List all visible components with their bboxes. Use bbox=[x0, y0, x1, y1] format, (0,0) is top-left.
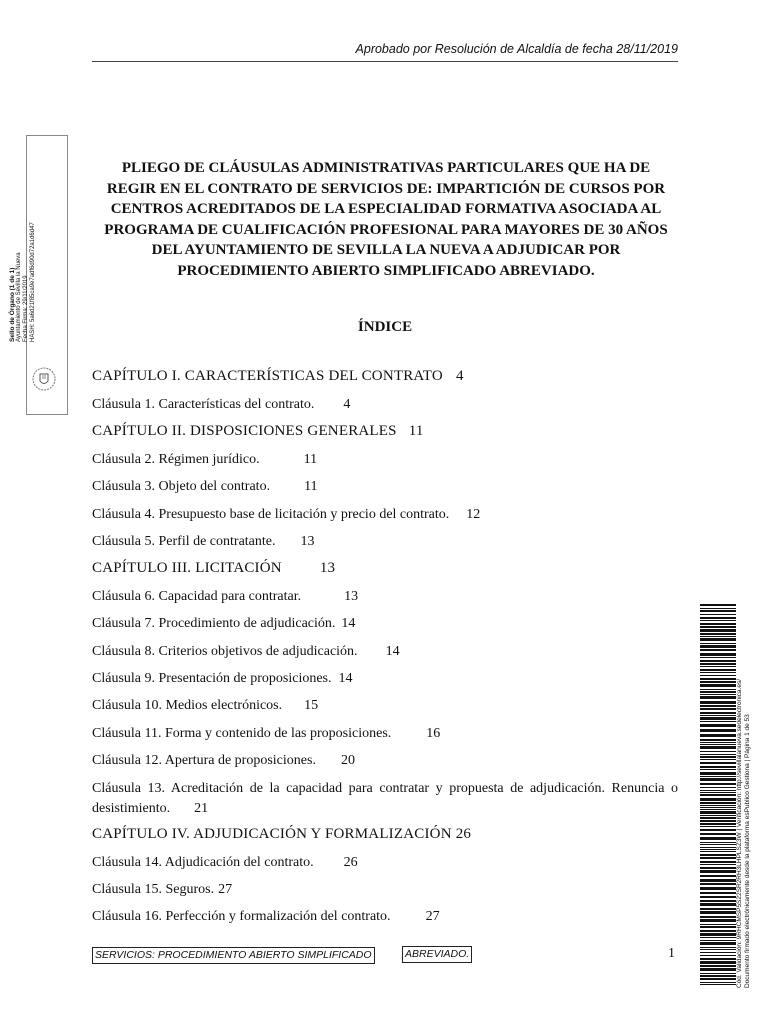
title-line: DEL AYUNTAMIENTO DE SEVILLA LA NUEVA A ADJUDICAR POR bbox=[151, 242, 621, 258]
toc-entry-page: 27 bbox=[218, 882, 233, 897]
toc-entry bbox=[92, 368, 464, 385]
toc-entry bbox=[92, 397, 350, 413]
toc-entry bbox=[92, 589, 358, 605]
toc-entry-page: 11 bbox=[304, 479, 318, 494]
toc-entry bbox=[92, 452, 317, 468]
toc-entry-page: 13 bbox=[300, 534, 315, 549]
footer-label-part1: SERVICIOS: PROCEDIMIENTO ABIERTO SIMPLIFICADO bbox=[95, 949, 372, 961]
toc-entry-text: Cláusula 4. Presupuesto base de licitación y precio del contrato. bbox=[92, 507, 450, 522]
toc-entry bbox=[92, 855, 358, 871]
toc-entry bbox=[92, 616, 355, 632]
toc-entry bbox=[92, 644, 400, 660]
title-line: PLIEGO DE CLÁUSULAS ADMINISTRATIVAS PARTICULARES QUE HA DE bbox=[121, 160, 651, 176]
toc-entry-text: Cláusula 16. Perfección y formalización del contrato. bbox=[92, 909, 391, 924]
barcode-icon bbox=[700, 604, 736, 986]
toc-entry-page: 16 bbox=[426, 726, 441, 741]
toc-entry-page: 14 bbox=[385, 644, 400, 659]
verification-text bbox=[736, 679, 752, 988]
toc-entry-text: Cláusula 13. Acreditación de la capacidad para contratar y propuesta de adjudicación. Renuncia o desistimiento. bbox=[92, 781, 678, 816]
toc-entry-text: Cláusula 7. Procedimiento de adjudicación. bbox=[92, 616, 336, 631]
toc-entry-page: 21 bbox=[194, 801, 209, 816]
page-number: 1 bbox=[668, 946, 675, 961]
seal-line-2: Fecha Firma: 29/11/2019 bbox=[23, 275, 29, 342]
footer-label-box bbox=[92, 947, 375, 964]
toc-entry-text: Cláusula 8. Criterios objetivos de adjudicación. bbox=[92, 644, 358, 659]
toc-entry-page: 20 bbox=[340, 753, 355, 768]
toc-entry-text: CAPÍTULO III. LICITACIÓN bbox=[92, 560, 282, 576]
toc-entry-page: 26 bbox=[455, 826, 472, 842]
toc-entry bbox=[92, 726, 440, 742]
toc-entry-page: 14 bbox=[341, 616, 356, 631]
toc-entry-page: 12 bbox=[466, 507, 481, 522]
toc-entry bbox=[92, 560, 335, 577]
toc-entry bbox=[92, 479, 318, 495]
toc-entry-text: Cláusula 12. Apertura de proposiciones. bbox=[92, 753, 316, 768]
toc-entry bbox=[92, 779, 678, 819]
toc-entry-text: Cláusula 6. Capacidad para contratar. bbox=[92, 589, 302, 604]
title-line: REGIR EN EL CONTRATO DE SERVICIOS DE: IMPARTICIÓN DE CURSOS POR bbox=[106, 180, 666, 197]
toc-entry-page: 13 bbox=[319, 560, 336, 576]
index-heading: ÍNDICE bbox=[357, 319, 413, 335]
document-title bbox=[88, 158, 684, 281]
toc-entry-page: 15 bbox=[304, 698, 319, 713]
toc-entry-page: 4 bbox=[343, 397, 351, 412]
toc-entry-page: 13 bbox=[344, 589, 359, 604]
toc-entry-text: Cláusula 5. Perfil de contratante. bbox=[92, 534, 276, 549]
toc-entry-page: 11 bbox=[408, 423, 424, 439]
approval-header bbox=[92, 42, 678, 62]
toc-entry-text: CAPÍTULO I. CARACTERÍSTICAS DEL CONTRATO bbox=[92, 368, 443, 384]
approval-text: Aprobado por Resolución de Alcaldía de fecha 28/11/2019 bbox=[355, 42, 678, 56]
toc-entry bbox=[92, 909, 440, 925]
toc-entry-text: Cláusula 9. Presentación de proposiciones. bbox=[92, 671, 332, 686]
toc-entry-text: Cláusula 2. Régimen jurídico. bbox=[92, 452, 260, 467]
toc-entry-page: 26 bbox=[343, 855, 358, 870]
toc-entry bbox=[92, 671, 353, 687]
toc-entry bbox=[92, 534, 315, 550]
verification-line-2: Documento firmado electrónicamente desde la plataforma esPublico Gestiona | Página 1 de 53 bbox=[744, 714, 751, 988]
toc-entry bbox=[92, 423, 424, 440]
toc-entry-text: Cláusula 1. Características del contrato. bbox=[92, 397, 315, 412]
toc-entry-text: CAPÍTULO IV. ADJUDICACIÓN Y FORMALIZACIÓN bbox=[92, 826, 452, 842]
seal-line-1: Ayuntamiento de Sevilla la Nueva bbox=[16, 252, 22, 342]
toc-entry bbox=[92, 698, 318, 714]
toc-entry-text: Cláusula 10. Medios electrónicos. bbox=[92, 698, 283, 713]
toc-entry-text: Cláusula 3. Objeto del contrato. bbox=[92, 479, 271, 494]
verification-line-1: Cód. Validación: 9RHCMSP5S22SR2RH3LHPLSZ3W | Verificación: http://sevillalanueva.sedelectronica.es/ bbox=[736, 678, 743, 988]
toc-entry bbox=[92, 826, 471, 843]
seal-text-block bbox=[9, 222, 37, 342]
toc-entry bbox=[92, 882, 232, 898]
toc-entry-text: Cláusula 15. Seguros. bbox=[92, 882, 215, 897]
toc-entry-text: Cláusula 14. Adjudicación del contrato. bbox=[92, 855, 314, 870]
footer-label-box-2: ABREVIADO. bbox=[402, 946, 472, 963]
toc-entry-page: 27 bbox=[425, 909, 440, 924]
coat-of-arms-icon bbox=[31, 366, 57, 392]
title-line: PROGRAMA DE CUALIFICACIÓN PROFESIONAL PARA MAYORES DE 30 AÑOS bbox=[104, 221, 668, 238]
toc-entry-text: Cláusula 11. Forma y contenido de las proposiciones. bbox=[92, 726, 392, 741]
toc-entry bbox=[92, 507, 480, 523]
footer-label-part2: ABREVIADO bbox=[405, 948, 467, 960]
title-line: CENTROS ACREDITADOS DE LA ESPECIALIDAD FORMATIVA ASOCIADA AL bbox=[110, 201, 662, 217]
seal-line-3: HASH: 5a6d21f85ca9e7adf6d90d72a1d6d47 bbox=[30, 222, 36, 342]
seal-title: Sello de Órgano (1 de 1) bbox=[9, 267, 16, 342]
toc-entry-text: CAPÍTULO II. DISPOSICIONES GENERALES bbox=[92, 423, 397, 439]
toc-entry-page: 4 bbox=[455, 368, 464, 384]
toc-entry-page: 11 bbox=[303, 452, 318, 467]
toc-entry bbox=[92, 753, 355, 769]
title-line: PROCEDIMIENTO ABIERTO SIMPLIFICADO ABREVIADO. bbox=[177, 262, 595, 279]
toc-entry-page: 14 bbox=[338, 671, 353, 686]
